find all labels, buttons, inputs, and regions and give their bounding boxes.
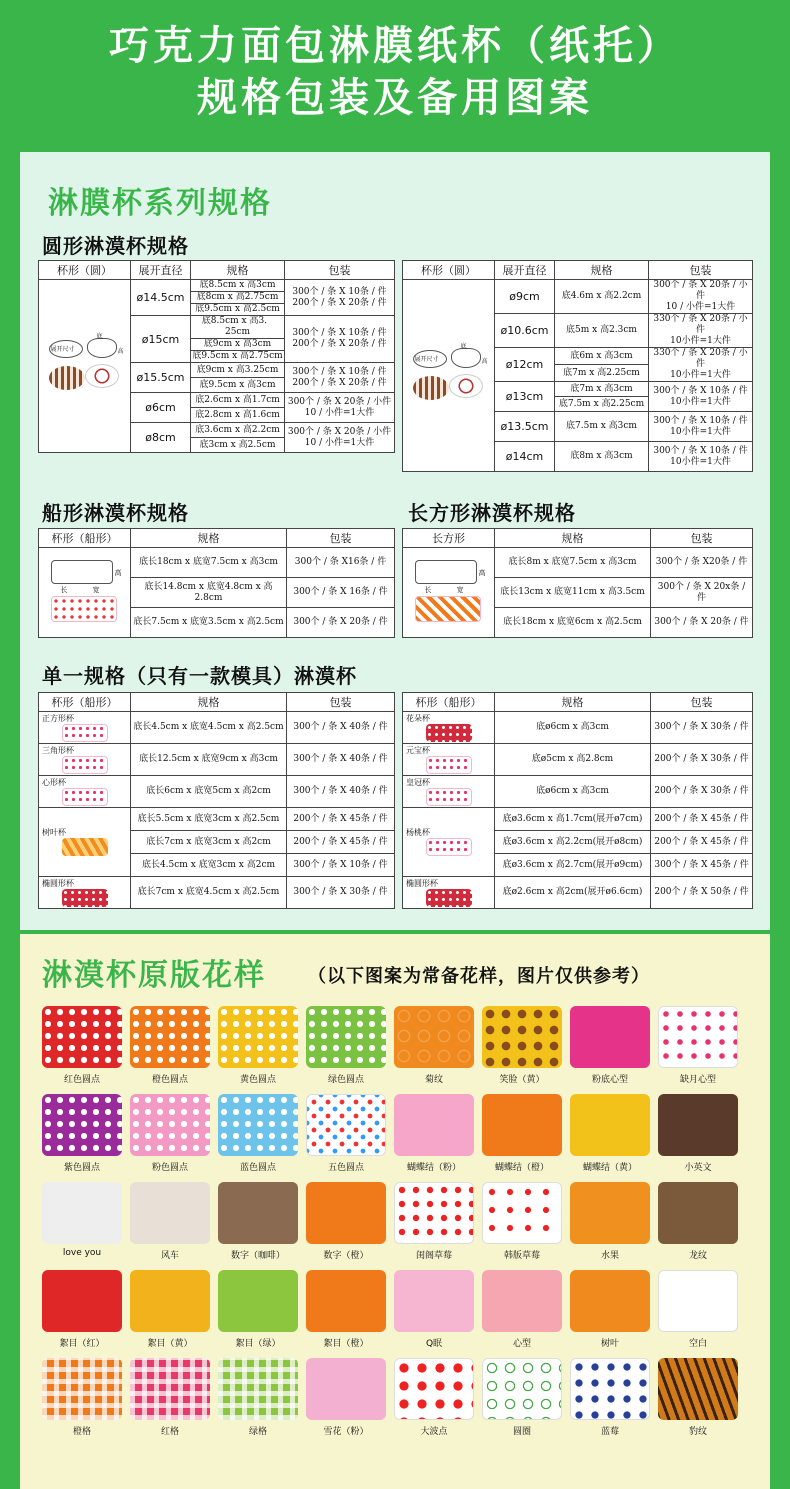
pack-line: 10小件=1大件 — [670, 396, 731, 407]
spec-cell: 底7.5m x 高2.25cm — [555, 397, 649, 412]
cup-type-label: 杨桃杯 — [406, 828, 430, 837]
sketch-label: 高 — [481, 357, 488, 365]
pattern-label: 龙纹 — [688, 1251, 707, 1261]
shape-cell — [403, 808, 495, 877]
spec-section-title: 淋膜杯系列规格 — [48, 186, 272, 221]
pattern-label: 絮目（黄） — [147, 1339, 193, 1349]
spec-panel — [20, 152, 770, 930]
pattern-label: 绿格 — [248, 1427, 267, 1437]
pack-line: 200个 / 条 X 20条 / 件 — [292, 297, 387, 308]
table-row — [403, 712, 753, 744]
cup-photo — [62, 724, 108, 742]
pattern-swatch — [306, 1358, 386, 1420]
col-header: 包装 — [287, 529, 395, 548]
pack-cell — [285, 363, 395, 393]
spec-cell: 底8m x 高3cm — [555, 442, 649, 472]
pattern-label: 小英文 — [684, 1163, 712, 1173]
col-header: 杯形（圆） — [39, 261, 131, 280]
shape-cell — [403, 776, 495, 808]
pack-cell: 300个 / 条 X16条 / 件 — [287, 548, 395, 578]
pack-cell — [649, 412, 753, 442]
pattern-swatch — [482, 1182, 562, 1244]
spec-cell: 底长12.5cm x 底宽9cm x 高3cm — [131, 744, 287, 776]
pattern-label: 豹纹 — [688, 1427, 707, 1437]
cup-photo — [62, 756, 108, 774]
col-header: 包装 — [651, 693, 753, 712]
pack-cell: 300个 / 条 X20条 / 件 — [651, 548, 753, 578]
pattern-swatch — [218, 1006, 298, 1068]
pattern-label: 数字（橙） — [323, 1251, 369, 1261]
pack-cell: 200个 / 条 X 50条 / 件 — [651, 877, 753, 909]
sketch-label: 高 — [478, 568, 486, 577]
table-row — [403, 877, 753, 909]
pattern-swatch — [658, 1094, 738, 1156]
diameter-cell: ø15cm — [131, 316, 191, 363]
cup-photo — [426, 724, 472, 742]
shape-cell — [403, 548, 495, 638]
spec-cell: 底长4.5cm x 底宽4.5cm x 高2.5cm — [131, 712, 287, 744]
cup-photo — [51, 596, 117, 622]
pattern-swatch — [394, 1006, 474, 1068]
spec-cell: 底9cm x 高3cm — [191, 339, 285, 351]
pack-cell — [649, 314, 753, 348]
pack-cell — [285, 393, 395, 423]
pack-cell — [649, 280, 753, 314]
col-header: 长方形 — [403, 529, 495, 548]
pattern-swatch — [394, 1270, 474, 1332]
pattern-label: 圆圈 — [512, 1427, 531, 1437]
spec-cell: 底6m x 高3cm — [555, 348, 649, 365]
spec-cell: 底9cm x 高3.25cm — [191, 363, 285, 378]
spec-cell: 底长7.5cm x 底宽3.5cm x 高2.5cm — [131, 608, 287, 638]
pattern-label: 空白 — [688, 1339, 707, 1349]
col-header: 杯形（船形） — [403, 693, 495, 712]
pattern-swatch — [306, 1006, 386, 1068]
pack-line: 300个 / 条 X 10条 / 件 — [292, 286, 387, 297]
pack-line: 10小件=1大件 — [670, 370, 731, 380]
sketch-label: 高 — [117, 348, 124, 355]
pattern-swatch — [394, 1094, 474, 1156]
pattern-swatch — [306, 1182, 386, 1244]
header-banner — [0, 0, 790, 150]
spec-cell: 底长18cm x 底宽6cm x 高2.5cm — [495, 608, 651, 638]
pack-cell — [649, 348, 753, 382]
single-section-title: 单一规格（只有一款模具）淋漠杯 — [42, 664, 357, 688]
pack-line: 10小件=1大件 — [670, 456, 731, 467]
pack-cell — [285, 280, 395, 316]
diameter-cell: ø12cm — [495, 348, 555, 382]
spec-cell: 底3cm x 高2.5cm — [191, 438, 285, 453]
pack-cell — [649, 382, 753, 412]
sketch-label: 展开尺寸 — [50, 346, 75, 353]
cup-photo — [426, 756, 472, 774]
spec-cell: 底5m x 高2.3cm — [555, 314, 649, 348]
pattern-label: 橙格 — [72, 1427, 91, 1437]
round-spec-table-right — [402, 260, 753, 472]
pattern-label: 蓝莓 — [600, 1427, 619, 1437]
pattern-swatch — [482, 1270, 562, 1332]
page-title: 巧克力面包淋膜纸杯（纸托） — [109, 23, 681, 69]
spec-cell: 底ø5cm x 高2.8cm — [495, 744, 651, 776]
cup-outline — [415, 560, 477, 584]
pattern-swatch — [306, 1270, 386, 1332]
spec-cell: 底7.5m x 高3cm — [555, 412, 649, 442]
pattern-label: 红色圆点 — [63, 1075, 100, 1085]
shape-cell — [39, 776, 131, 808]
table-row — [403, 808, 753, 831]
pattern-label: love you — [62, 1248, 102, 1258]
diameter-cell: ø14.5cm — [131, 280, 191, 316]
boat-cup-illustration — [47, 556, 123, 626]
spec-cell: 底长7cm x 底宽4.5cm x 高2.5cm — [131, 877, 287, 909]
cup-type-label: 椭圆形杯 — [42, 878, 74, 888]
pattern-swatch — [570, 1182, 650, 1244]
pattern-label: 蝴蝶结（粉） — [406, 1163, 461, 1173]
col-header: 杯形（圆） — [403, 261, 495, 280]
table-row — [39, 877, 395, 909]
col-header: 展开直径 — [131, 261, 191, 280]
pattern-swatch — [218, 1182, 298, 1244]
pack-cell: 300个 / 条 X 10条 / 件 — [287, 854, 395, 877]
table-row — [39, 280, 395, 292]
pattern-label: 絮目（红） — [59, 1339, 105, 1349]
pack-cell: 300个 / 条 X 40条 / 件 — [287, 712, 395, 744]
cup-photo — [426, 788, 472, 806]
shape-cell — [39, 548, 131, 638]
sketch-label: 宽 — [456, 585, 464, 594]
shape-cell — [39, 744, 131, 776]
cup-photo — [62, 788, 108, 806]
shape-cell — [39, 280, 131, 453]
pattern-swatch — [658, 1358, 738, 1420]
pattern-swatch — [42, 1182, 122, 1244]
spec-cell: 底8.5cm x 高3．25cm — [191, 316, 285, 339]
pattern-swatch — [658, 1006, 738, 1068]
table-row — [403, 776, 753, 808]
spec-cell: 底7m x 高3cm — [555, 382, 649, 397]
pattern-label: 橙色圆点 — [151, 1075, 188, 1085]
cup-type-label: 树叶杯 — [42, 828, 66, 837]
pack-line: 10 / 小件=1大件 — [304, 437, 375, 448]
pattern-swatch — [130, 1182, 210, 1244]
pack-line: 10小件=1大件 — [670, 426, 731, 437]
single-spec-table-right — [402, 692, 753, 909]
pack-cell: 300个 / 条 X 30条 / 件 — [287, 877, 395, 909]
pack-cell: 300个 / 条 X 20x条 / 件 — [651, 578, 753, 608]
pattern-swatch — [130, 1358, 210, 1420]
spec-cell: 底9.5cm x 高3cm — [191, 378, 285, 393]
pack-cell: 200个 / 条 X 30条 / 件 — [651, 776, 753, 808]
pattern-swatch — [218, 1094, 298, 1156]
pattern-label: 红格 — [160, 1427, 179, 1437]
spec-cell: 底3.6cm x 高2.2cm — [191, 423, 285, 438]
pack-cell: 300个 / 条 X 16条 / 件 — [287, 578, 395, 608]
pattern-swatch — [658, 1270, 738, 1332]
spec-cell: 底ø6cm x 高3cm — [495, 776, 651, 808]
pattern-swatch — [658, 1182, 738, 1244]
col-header: 规格 — [131, 529, 287, 548]
pack-cell: 300个 / 条 X 40条 / 件 — [287, 744, 395, 776]
pattern-swatch — [306, 1094, 386, 1156]
table-row — [39, 548, 395, 578]
col-header: 展开直径 — [495, 261, 555, 280]
spec-cell: 底8.5cm x 高3cm — [191, 280, 285, 292]
pattern-swatch — [130, 1270, 210, 1332]
pack-line: 300个 / 条 X 10条 / 件 — [292, 366, 387, 377]
col-header: 杯形（船形） — [39, 529, 131, 548]
sketch-label: 长 — [424, 585, 432, 594]
pattern-label: Q眠 — [425, 1339, 443, 1349]
pack-line: 300个 / 条 X 10条 / 件 — [292, 328, 387, 338]
round-cup-illustration — [409, 344, 489, 404]
pattern-label: 蝴蝶结（黄） — [582, 1163, 637, 1173]
pattern-label: 闺阁草莓 — [415, 1251, 452, 1261]
pattern-label: 绿色圆点 — [327, 1075, 364, 1085]
pack-cell — [285, 423, 395, 453]
pattern-label: 韩版草莓 — [503, 1251, 540, 1261]
shape-cell — [403, 712, 495, 744]
pack-cell: 200个 / 条 X 45条 / 件 — [287, 808, 395, 831]
spec-cell: 底长6cm x 底宽5cm x 高2cm — [131, 776, 287, 808]
col-header: 规格 — [495, 693, 651, 712]
round-spec-table-left — [38, 260, 395, 453]
col-header: 包装 — [287, 693, 395, 712]
cup-type-label: 椭圆形杯 — [406, 878, 438, 888]
cup-type-label: 皇冠杯 — [406, 777, 430, 787]
pack-cell — [649, 442, 753, 472]
cup-type-label: 元宝杯 — [406, 745, 430, 755]
round-cup-illustration — [45, 334, 125, 394]
pattern-swatch — [218, 1270, 298, 1332]
pattern-swatch — [42, 1094, 122, 1156]
pattern-label: 五色圆点 — [327, 1163, 364, 1173]
pattern-swatch — [130, 1094, 210, 1156]
pattern-swatch — [570, 1358, 650, 1420]
spec-cell: 底8cm x 高2.75cm — [191, 292, 285, 304]
col-header: 规格 — [495, 529, 651, 548]
spec-cell: 底4.6m x 高2.2cm — [555, 280, 649, 314]
cup-shape — [85, 364, 119, 388]
sketch-label: 底 — [460, 342, 467, 350]
col-header: 规格 — [131, 693, 287, 712]
pack-line: 330个 / 条 X 20条 / 小件 — [653, 348, 748, 369]
shape-cell — [39, 712, 131, 744]
table-row — [39, 744, 395, 776]
pack-line: 330个 / 条 X 20条 / 小件 — [653, 314, 748, 335]
pack-line: 300个 / 条 X 10条 / 件 — [653, 415, 748, 426]
shape-cell — [403, 744, 495, 776]
table-row — [403, 548, 753, 578]
spec-cell: 底ø3.6cm x 高2.7cm(展开ø9cm) — [495, 854, 651, 877]
spec-cell: 底2.8cm x 高1.6cm — [191, 408, 285, 423]
spec-cell: 底长14.8cm x 底宽4.8cm x 高2.8cm — [131, 578, 287, 608]
pattern-label: 粉色圆点 — [151, 1163, 188, 1173]
pattern-label: 絮目（绿） — [235, 1339, 281, 1349]
pattern-swatch — [394, 1358, 474, 1420]
table-row — [39, 712, 395, 744]
pack-line: 300个 / 条 X 20条 / 小件 — [653, 280, 748, 301]
diameter-cell: ø13cm — [495, 382, 555, 412]
pattern-swatch — [482, 1006, 562, 1068]
pattern-swatch — [482, 1358, 562, 1420]
page-subtitle: 规格包装及备用图案 — [197, 75, 593, 121]
spec-cell: 底ø6cm x 高3cm — [495, 712, 651, 744]
spec-cell: 底9.5cm x 高2.5cm — [191, 304, 285, 316]
pattern-section-title: 淋漠杯原版花样 — [42, 958, 266, 993]
pack-line: 300个 / 条 X 20条 / 小件 — [287, 426, 392, 437]
cup-photo — [62, 889, 108, 907]
pattern-swatch — [570, 1006, 650, 1068]
col-header: 杯形（船形） — [39, 693, 131, 712]
pack-cell: 200个 / 条 X 30条 / 件 — [651, 744, 753, 776]
pack-line: 300个 / 条 X 10条 / 件 — [653, 445, 748, 456]
shape-cell — [39, 808, 131, 877]
pack-line: 300个 / 条 X 20条 / 小件 — [287, 396, 392, 407]
spec-cell: 底7m x 高2.25cm — [555, 365, 649, 382]
cup-photo — [426, 838, 472, 856]
pattern-label: 风车 — [160, 1251, 179, 1261]
pack-cell: 300个 / 条 X 20条 / 件 — [651, 608, 753, 638]
shape-cell — [403, 877, 495, 909]
pack-line: 300个 / 条 X 10条 / 件 — [653, 385, 748, 396]
cup-photo — [426, 889, 472, 907]
sketch-label: 高 — [114, 568, 122, 577]
pattern-swatch — [42, 1006, 122, 1068]
spec-cell: 底长4.5cm x 底宽3cm x 高2cm — [131, 854, 287, 877]
pack-line: 10 / 小件=1大件 — [665, 302, 736, 312]
sketch-label: 展开尺寸 — [414, 355, 439, 363]
pattern-label: 絮目（橙） — [323, 1339, 369, 1349]
spec-cell: 底2.6cm x 高1.7cm — [191, 393, 285, 408]
cup-shape — [413, 376, 449, 400]
rect-section-title: 长方形淋漠杯规格 — [408, 501, 576, 525]
diameter-cell: ø13.5cm — [495, 412, 555, 442]
pack-cell — [285, 316, 395, 363]
spec-cell: 底长5.5cm x 底宽3cm x 高2.5cm — [131, 808, 287, 831]
table-row — [403, 280, 753, 297]
pack-line: 10 / 小件=1大件 — [304, 407, 375, 418]
boat-section-title: 船形淋漠杯规格 — [42, 501, 189, 525]
sketch-label: 宽 — [92, 585, 100, 594]
pattern-label: 数字（咖啡） — [230, 1251, 285, 1261]
pattern-label: 黄色圆点 — [239, 1075, 276, 1085]
cup-outline — [51, 560, 113, 584]
sketch-label: 底 — [96, 333, 103, 340]
col-header: 包装 — [651, 529, 753, 548]
spec-cell: 底ø3.6cm x 高1.7cm(展开ø7cm) — [495, 808, 651, 831]
diameter-cell: ø6cm — [131, 393, 191, 423]
pattern-swatch — [42, 1358, 122, 1420]
pattern-label: 水果 — [600, 1251, 619, 1261]
shape-cell — [39, 877, 131, 909]
col-header: 包装 — [285, 261, 395, 280]
pack-cell: 200个 / 条 X 45条 / 件 — [287, 831, 395, 854]
pack-cell: 300个 / 条 X 45条 / 件 — [651, 854, 753, 877]
spec-cell: 底长13cm x 底宽11cm x 高3.5cm — [495, 578, 651, 608]
pattern-panel — [20, 934, 770, 1489]
pattern-label: 树叶 — [600, 1339, 619, 1349]
table-row — [403, 744, 753, 776]
diameter-cell: ø8cm — [131, 423, 191, 453]
sketch-label: 长 — [60, 585, 68, 594]
table-row — [39, 808, 395, 831]
cup-photo — [62, 838, 108, 856]
pattern-label: 粉底心型 — [591, 1075, 628, 1085]
single-spec-table-left — [38, 692, 395, 909]
col-header: 规格 — [555, 261, 649, 280]
pattern-label: 紫色圆点 — [63, 1163, 100, 1173]
pack-line: 10小件=1大件 — [670, 336, 731, 346]
pattern-label: 笑脸（黄） — [499, 1075, 545, 1085]
cup-type-label: 三角形杯 — [42, 745, 74, 755]
spec-cell: 底ø2.6cm x 高2cm(展开ø6.6cm) — [495, 877, 651, 909]
cup-type-label: 正方形杯 — [42, 713, 74, 723]
cup-type-label: 花朵杯 — [406, 713, 430, 723]
spec-cell: 底长8m x 底宽7.5cm x 高3cm — [495, 548, 651, 578]
pattern-swatch — [570, 1094, 650, 1156]
pattern-note: （以下图案为常备花样，图片仅供参考） — [308, 966, 650, 987]
diameter-cell: ø10.6cm — [495, 314, 555, 348]
pack-line: 200个 / 条 X 20条 / 件 — [292, 339, 387, 349]
pack-line: 200个 / 条 X 20条 / 件 — [292, 377, 387, 388]
pack-cell: 200个 / 条 X 45条 / 件 — [651, 831, 753, 854]
table-row — [39, 776, 395, 808]
pack-cell: 300个 / 条 X 20条 / 件 — [287, 608, 395, 638]
pattern-swatch — [570, 1270, 650, 1332]
pattern-label: 大波点 — [420, 1427, 448, 1437]
pattern-swatch — [130, 1006, 210, 1068]
pattern-label: 蝴蝶结（橙） — [494, 1163, 549, 1173]
boat-spec-table — [38, 528, 395, 638]
cup-type-label: 心形杯 — [42, 777, 66, 787]
diameter-cell: ø15.5cm — [131, 363, 191, 393]
pattern-swatch — [482, 1094, 562, 1156]
pack-cell: 300个 / 条 X 30条 / 件 — [651, 712, 753, 744]
col-header: 规格 — [191, 261, 285, 280]
pattern-swatch — [218, 1358, 298, 1420]
cup-shape — [449, 374, 483, 398]
cup-shape — [49, 366, 85, 390]
rect-spec-table — [402, 528, 753, 638]
spec-cell: 底ø3.6cm x 高2.2cm(展开ø8cm) — [495, 831, 651, 854]
pattern-swatch — [394, 1182, 474, 1244]
pattern-label: 菊纹 — [424, 1075, 443, 1085]
pattern-swatch — [42, 1270, 122, 1332]
rect-cup-illustration — [411, 556, 487, 626]
diameter-cell: ø14cm — [495, 442, 555, 472]
spec-cell: 底9.5cm x 高2.75cm — [192, 351, 283, 361]
col-header: 包装 — [649, 261, 753, 280]
pattern-label: 心型 — [512, 1339, 531, 1349]
spec-cell: 底长7cm x 底宽3cm x 高2cm — [131, 831, 287, 854]
cup-photo — [415, 596, 481, 622]
pattern-label: 蓝色圆点 — [239, 1163, 276, 1173]
pattern-label: 雪花（粉） — [323, 1427, 369, 1437]
diameter-cell: ø9cm — [495, 280, 555, 314]
shape-cell — [403, 280, 495, 472]
spec-cell: 底长18cm x 底宽7.5cm x 高3cm — [131, 548, 287, 578]
pack-cell: 300个 / 条 X 40条 / 件 — [287, 776, 395, 808]
round-section-title: 圆形淋漠杯规格 — [42, 234, 189, 258]
pack-cell: 200个 / 条 X 45条 / 件 — [651, 808, 753, 831]
pattern-label: 缺月心型 — [679, 1075, 716, 1085]
